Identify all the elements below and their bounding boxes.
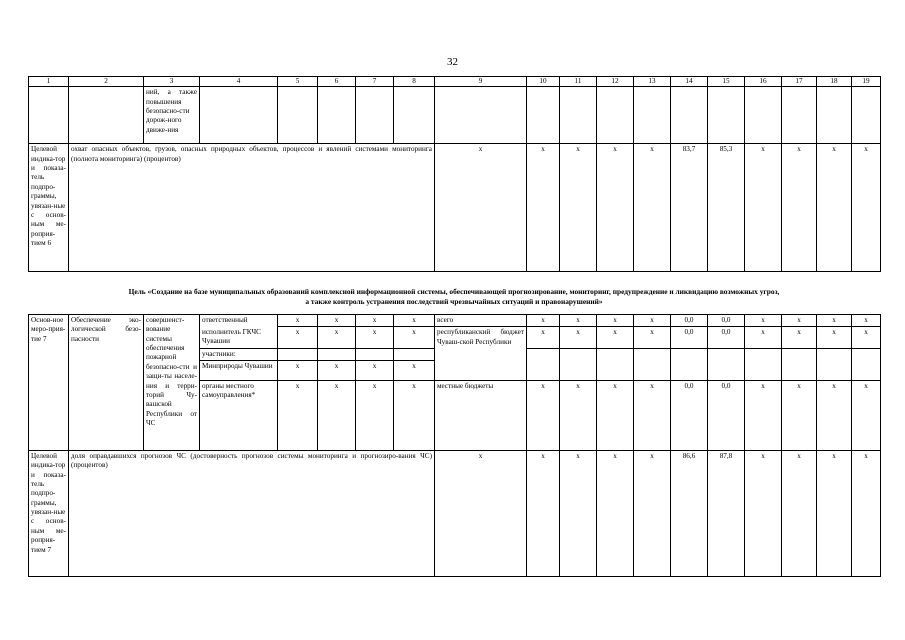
- indicator7-value: x: [782, 450, 817, 576]
- cell-value: x: [745, 327, 782, 348]
- cell-value: x: [817, 315, 852, 327]
- indicator7-value: 87,8: [708, 450, 745, 576]
- goal-line: а также контроль устранения последствий чрезвычайных ситуаций и правонарушений»: [305, 296, 603, 306]
- cell-value: x: [356, 380, 394, 450]
- cell-value: 0,0: [671, 380, 708, 450]
- executor: органы местного самоуправления*: [200, 380, 278, 450]
- indicator7-value: x: [634, 450, 671, 576]
- cell-value: x: [394, 327, 435, 348]
- cell-value: 0,0: [708, 380, 745, 450]
- funding-source: республиканский бюджет Чуваш-ской Республики: [435, 327, 527, 381]
- cell-value: x: [560, 327, 597, 348]
- measure7-title: Обеспечение эко-логической безо-пасности: [69, 315, 144, 451]
- indicator7-text: доля оправдавшихся прогнозов ЧС (достоверность прогнозов системы мониторинга и прогнозиро-вания ЧС) (процентов): [69, 450, 435, 576]
- col-number: 11: [560, 77, 597, 87]
- cell-value: x: [745, 315, 782, 327]
- col-number: 2: [69, 77, 144, 87]
- executor: исполнитель ГКЧС Чувашии: [200, 327, 278, 348]
- indicator7-value: x: [597, 450, 634, 576]
- indicator7-value: 86,6: [671, 450, 708, 576]
- cell-value: x: [817, 327, 852, 348]
- col-number: 9: [435, 77, 527, 87]
- indicator7-value: x: [560, 450, 597, 576]
- cell-value: x: [817, 380, 852, 450]
- cell-value: x: [745, 380, 782, 450]
- indicator6-value: x: [597, 144, 634, 272]
- indicator7-value: x: [745, 450, 782, 576]
- indicator6-value: x: [435, 144, 527, 272]
- indicator6-text: охват опасных объектов, грузов, опасных природных объектов, процессов и явлений системами мониторинга (полнота мониторинга) (процентов): [69, 144, 435, 272]
- indicator7-value: x: [527, 450, 560, 576]
- executor: Минприроды Чувашии: [200, 360, 278, 380]
- cell-value: x: [356, 327, 394, 348]
- cell-value: x: [527, 315, 560, 327]
- cell-value: x: [782, 380, 817, 450]
- cell-value: x: [597, 327, 634, 348]
- col-number: 1: [29, 77, 69, 87]
- col-number: 5: [278, 77, 318, 87]
- col-number: 10: [527, 77, 560, 87]
- cell-value: x: [527, 380, 560, 450]
- goal-line: Цель «Создание на базе муниципальных образований комплексной информационной системы, обеспечивающей прогнозирование, мониторинг, предупреждение и ликвидацию возможных угроз,: [128, 287, 780, 296]
- indicator6-value: x: [560, 144, 597, 272]
- executor: ответственный: [200, 315, 278, 327]
- col-number: 16: [745, 77, 782, 87]
- col-number: 14: [671, 77, 708, 87]
- funding-source: местные бюджеты: [435, 380, 527, 450]
- program-table-bottom: [28, 314, 881, 577]
- indicator7-value: x: [817, 450, 852, 576]
- indicator7-row: [29, 450, 881, 576]
- col-number: 4: [200, 77, 278, 87]
- col-number: 19: [852, 77, 881, 87]
- measure7-row: [29, 315, 881, 327]
- cell-value: x: [318, 360, 356, 380]
- indicator7-value: x: [435, 450, 527, 576]
- indicator6-value: x: [817, 144, 852, 272]
- indicator6-value: x: [527, 144, 560, 272]
- cell-value: x: [356, 315, 394, 327]
- cell-value: x: [394, 315, 435, 327]
- cell-value: x: [394, 360, 435, 380]
- col-number: 3: [144, 77, 200, 87]
- cell-value: x: [782, 327, 817, 348]
- cell-value: x: [318, 380, 356, 450]
- cell-value: 0,0: [708, 315, 745, 327]
- indicator6-row: [29, 144, 881, 272]
- program-table-top: [28, 76, 881, 272]
- cell-value: x: [852, 380, 881, 450]
- cell-value: x: [634, 380, 671, 450]
- cell-value: x: [356, 360, 394, 380]
- indicator7-label: Целевой индика-тор и показа-тель подпро-граммы, увязан-ные с основ-ным ме-роприя-тием 7: [29, 450, 69, 576]
- goal-heading: [28, 287, 880, 306]
- indicator6-value: x: [634, 144, 671, 272]
- col-number: 12: [597, 77, 634, 87]
- indicator6-value: x: [782, 144, 817, 272]
- cell-value: x: [597, 380, 634, 450]
- col-number: 7: [356, 77, 394, 87]
- indicator6-value: 85,3: [708, 144, 745, 272]
- cell-value: 0,0: [708, 327, 745, 348]
- cell-value: x: [394, 380, 435, 450]
- column-number-row: [29, 77, 881, 87]
- cell-value: x: [278, 360, 318, 380]
- cell-value: x: [852, 327, 881, 348]
- cell-value: x: [634, 315, 671, 327]
- cell-value: x: [782, 315, 817, 327]
- cell-value: x: [560, 315, 597, 327]
- cell-value: x: [318, 327, 356, 348]
- indicator7-value: x: [852, 450, 881, 576]
- cell-value: x: [560, 380, 597, 450]
- col-number: 6: [318, 77, 356, 87]
- page-number: 32: [447, 56, 458, 68]
- col-number: 17: [782, 77, 817, 87]
- indicator6-value: x: [852, 144, 881, 272]
- cell-value: x: [318, 315, 356, 327]
- indicator6-label: Целевой индика-тор и показа-тель подпро-граммы, увязан-ные с основ-ным ме-роприя-тием 6: [29, 144, 69, 272]
- funding-source: всего: [435, 315, 527, 327]
- measure7-label: Основ-ное меро-прия-тие 7: [29, 315, 69, 451]
- cell-value: x: [278, 315, 318, 327]
- cell-value: x: [634, 327, 671, 348]
- col-number: 18: [817, 77, 852, 87]
- col-number: 8: [394, 77, 435, 87]
- indicator6-value: 83,7: [671, 144, 708, 272]
- cell-value: x: [278, 327, 318, 348]
- col-number: 13: [634, 77, 671, 87]
- continuation-row: [29, 87, 881, 144]
- cell-value: x: [597, 315, 634, 327]
- indicator6-value: x: [745, 144, 782, 272]
- cell-value: x: [278, 380, 318, 450]
- cell-value: x: [527, 327, 560, 348]
- continuation-text: ний, а также повышения безопасно-сти дорож-ного движе-ния: [144, 87, 200, 144]
- cell-value: 0,0: [671, 327, 708, 348]
- executor: участники:: [200, 348, 278, 360]
- measure7-desc: совершенст-вование системы обеспечения пожарной безопасно-сти и защи-ты населе-ния и терри-торий Чу-вашской Республики от ЧС: [144, 315, 200, 451]
- col-number: 15: [708, 77, 745, 87]
- cell-value: x: [852, 315, 881, 327]
- cell-value: 0,0: [671, 315, 708, 327]
